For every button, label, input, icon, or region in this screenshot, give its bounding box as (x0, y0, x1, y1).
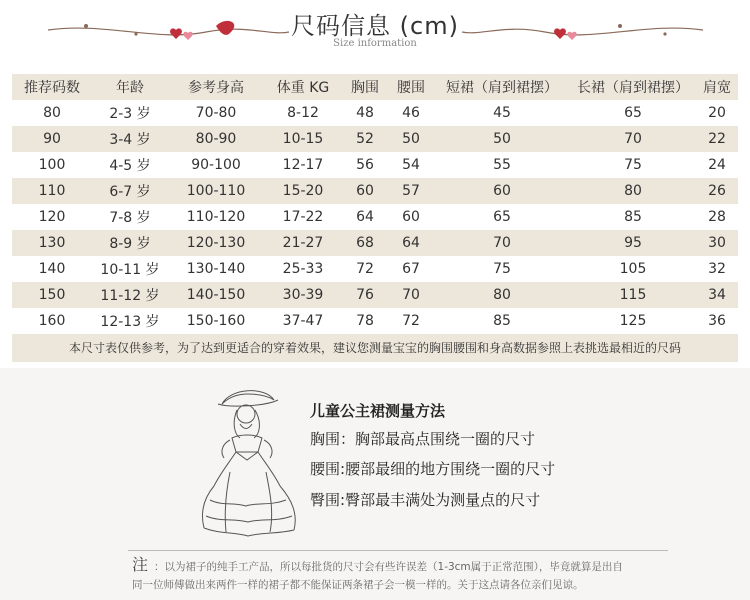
table-cell: 70 (434, 230, 570, 256)
table-cell: 65 (570, 100, 696, 126)
table-cell: 72 (388, 308, 434, 334)
column-header: 短裙（肩到裙摆） (434, 74, 570, 100)
table-cell: 110 (12, 178, 92, 204)
table-cell: 34 (696, 282, 738, 308)
size-table-container (12, 74, 738, 362)
table-cell: 17-22 (264, 204, 342, 230)
table-cell: 64 (342, 204, 388, 230)
column-header: 年龄 (92, 74, 168, 100)
table-row (12, 152, 738, 178)
table-cell: 25-33 (264, 256, 342, 282)
table-cell: 100 (12, 152, 92, 178)
guide-item-label: 臀围: (310, 491, 346, 509)
table-cell: 3-4 岁 (92, 126, 168, 152)
table-cell: 8-9 岁 (92, 230, 168, 256)
table-row (12, 256, 738, 282)
table-cell: 64 (388, 230, 434, 256)
footnote-mark: 注 (132, 555, 149, 574)
guide-item-text: 胸部最高点围绕一圈的尺寸 (355, 430, 536, 448)
table-cell: 80-90 (168, 126, 264, 152)
table-cell: 56 (342, 152, 388, 178)
column-header: 腰围 (388, 74, 434, 100)
footnote (132, 556, 672, 594)
table-cell: 130-140 (168, 256, 264, 282)
table-cell: 60 (434, 178, 570, 204)
page-title: 尺码信息 (cm) (291, 12, 459, 40)
table-row (12, 204, 738, 230)
table-cell: 10-15 (264, 126, 342, 152)
table-cell: 80 (12, 100, 92, 126)
table-cell: 72 (342, 256, 388, 282)
table-cell: 46 (388, 100, 434, 126)
table-cell: 10-11 岁 (92, 256, 168, 282)
table-cell: 115 (570, 282, 696, 308)
table-cell: 20 (696, 100, 738, 126)
table-cell: 140 (12, 256, 92, 282)
table-cell: 140-150 (168, 282, 264, 308)
table-cell: 36 (696, 308, 738, 334)
table-cell: 150 (12, 282, 92, 308)
table-cell: 30-39 (264, 282, 342, 308)
measurement-guide (0, 368, 750, 600)
guide-item-waist (310, 458, 555, 479)
divider (128, 550, 668, 551)
table-cell: 67 (388, 256, 434, 282)
table-row (12, 282, 738, 308)
table-cell: 11-12 岁 (92, 282, 168, 308)
table-cell: 125 (570, 308, 696, 334)
footnote-line-1: ：以为裙子的纯手工产品，所以每批货的尺寸会有些许误差（1-3cm属于正常范围），毕竟就算是出自 (154, 561, 623, 573)
table-cell: 75 (570, 152, 696, 178)
guide-item-label: 腰围: (310, 460, 346, 478)
table-cell: 70 (570, 126, 696, 152)
table-cell: 80 (434, 282, 570, 308)
table-cell: 90 (12, 126, 92, 152)
table-row (12, 308, 738, 334)
table-cell: 12-13 岁 (92, 308, 168, 334)
table-cell: 48 (342, 100, 388, 126)
table-cell: 8-12 (264, 100, 342, 126)
table-cell: 85 (434, 308, 570, 334)
table-cell: 100-110 (168, 178, 264, 204)
table-row (12, 100, 738, 126)
table-cell: 57 (388, 178, 434, 204)
table-cell: 80 (570, 178, 696, 204)
table-cell: 12-17 (264, 152, 342, 178)
column-header: 肩宽 (696, 74, 738, 100)
table-cell: 15-20 (264, 178, 342, 204)
table-cell: 52 (342, 126, 388, 152)
table-cell: 76 (342, 282, 388, 308)
table-cell: 120-130 (168, 230, 264, 256)
table-cell: 2-3 岁 (92, 100, 168, 126)
table-cell: 120 (12, 204, 92, 230)
table-cell: 4-5 岁 (92, 152, 168, 178)
table-cell: 95 (570, 230, 696, 256)
table-cell: 90-100 (168, 152, 264, 178)
table-cell: 30 (696, 230, 738, 256)
table-cell: 78 (342, 308, 388, 334)
table-cell: 28 (696, 204, 738, 230)
guide-item-text: 腰部最细的地方围绕一圈的尺寸 (345, 460, 556, 478)
princess-dress-illustration (170, 382, 320, 552)
table-header-row (12, 74, 738, 100)
table-cell: 68 (342, 230, 388, 256)
column-header: 推荐码数 (12, 74, 92, 100)
size-table (12, 74, 738, 334)
table-cell: 7-8 岁 (92, 204, 168, 230)
table-cell: 60 (388, 204, 434, 230)
table-cell: 50 (388, 126, 434, 152)
table-cell: 50 (434, 126, 570, 152)
table-cell: 70-80 (168, 100, 264, 126)
table-row (12, 230, 738, 256)
table-cell: 24 (696, 152, 738, 178)
table-cell: 150-160 (168, 308, 264, 334)
table-cell: 26 (696, 178, 738, 204)
guide-item-label: 胸围： (310, 430, 356, 448)
column-header: 参考身高 (168, 74, 264, 100)
guide-item-hip (310, 489, 540, 510)
footnote-line-2: 同一位师傅做出来两件一样的裙子都不能保证两条裙子会一模一样的。关于这点请各位亲们见谅。 (132, 579, 584, 591)
table-note: 本尺寸表仅供参考，为了达到更适合的穿着效果，建议您测量宝宝的胸围腰围和身高数据参照上表挑选最相近的尺码 (12, 334, 738, 362)
table-cell: 54 (388, 152, 434, 178)
table-cell: 75 (434, 256, 570, 282)
table-cell: 6-7 岁 (92, 178, 168, 204)
guide-item-chest (310, 428, 535, 449)
page-header (0, 0, 750, 62)
size-table-body (12, 100, 738, 334)
table-row (12, 126, 738, 152)
guide-title: 儿童公主裙测量方法 (310, 402, 446, 420)
table-cell: 130 (12, 230, 92, 256)
table-cell: 45 (434, 100, 570, 126)
table-cell: 110-120 (168, 204, 264, 230)
table-cell: 22 (696, 126, 738, 152)
table-cell: 70 (388, 282, 434, 308)
table-cell: 160 (12, 308, 92, 334)
table-cell: 105 (570, 256, 696, 282)
page-subtitle: Size information (333, 38, 417, 49)
column-header: 长裙（肩到裙摆） (570, 74, 696, 100)
guide-item-text: 臀部最丰满处为测量点的尺寸 (345, 491, 541, 509)
table-cell: 60 (342, 178, 388, 204)
table-cell: 55 (434, 152, 570, 178)
table-cell: 65 (434, 204, 570, 230)
table-cell: 37-47 (264, 308, 342, 334)
table-cell: 85 (570, 204, 696, 230)
table-cell: 32 (696, 256, 738, 282)
column-header: 体重 KG (264, 74, 342, 100)
column-header: 胸围 (342, 74, 388, 100)
table-row (12, 178, 738, 204)
table-cell: 21-27 (264, 230, 342, 256)
